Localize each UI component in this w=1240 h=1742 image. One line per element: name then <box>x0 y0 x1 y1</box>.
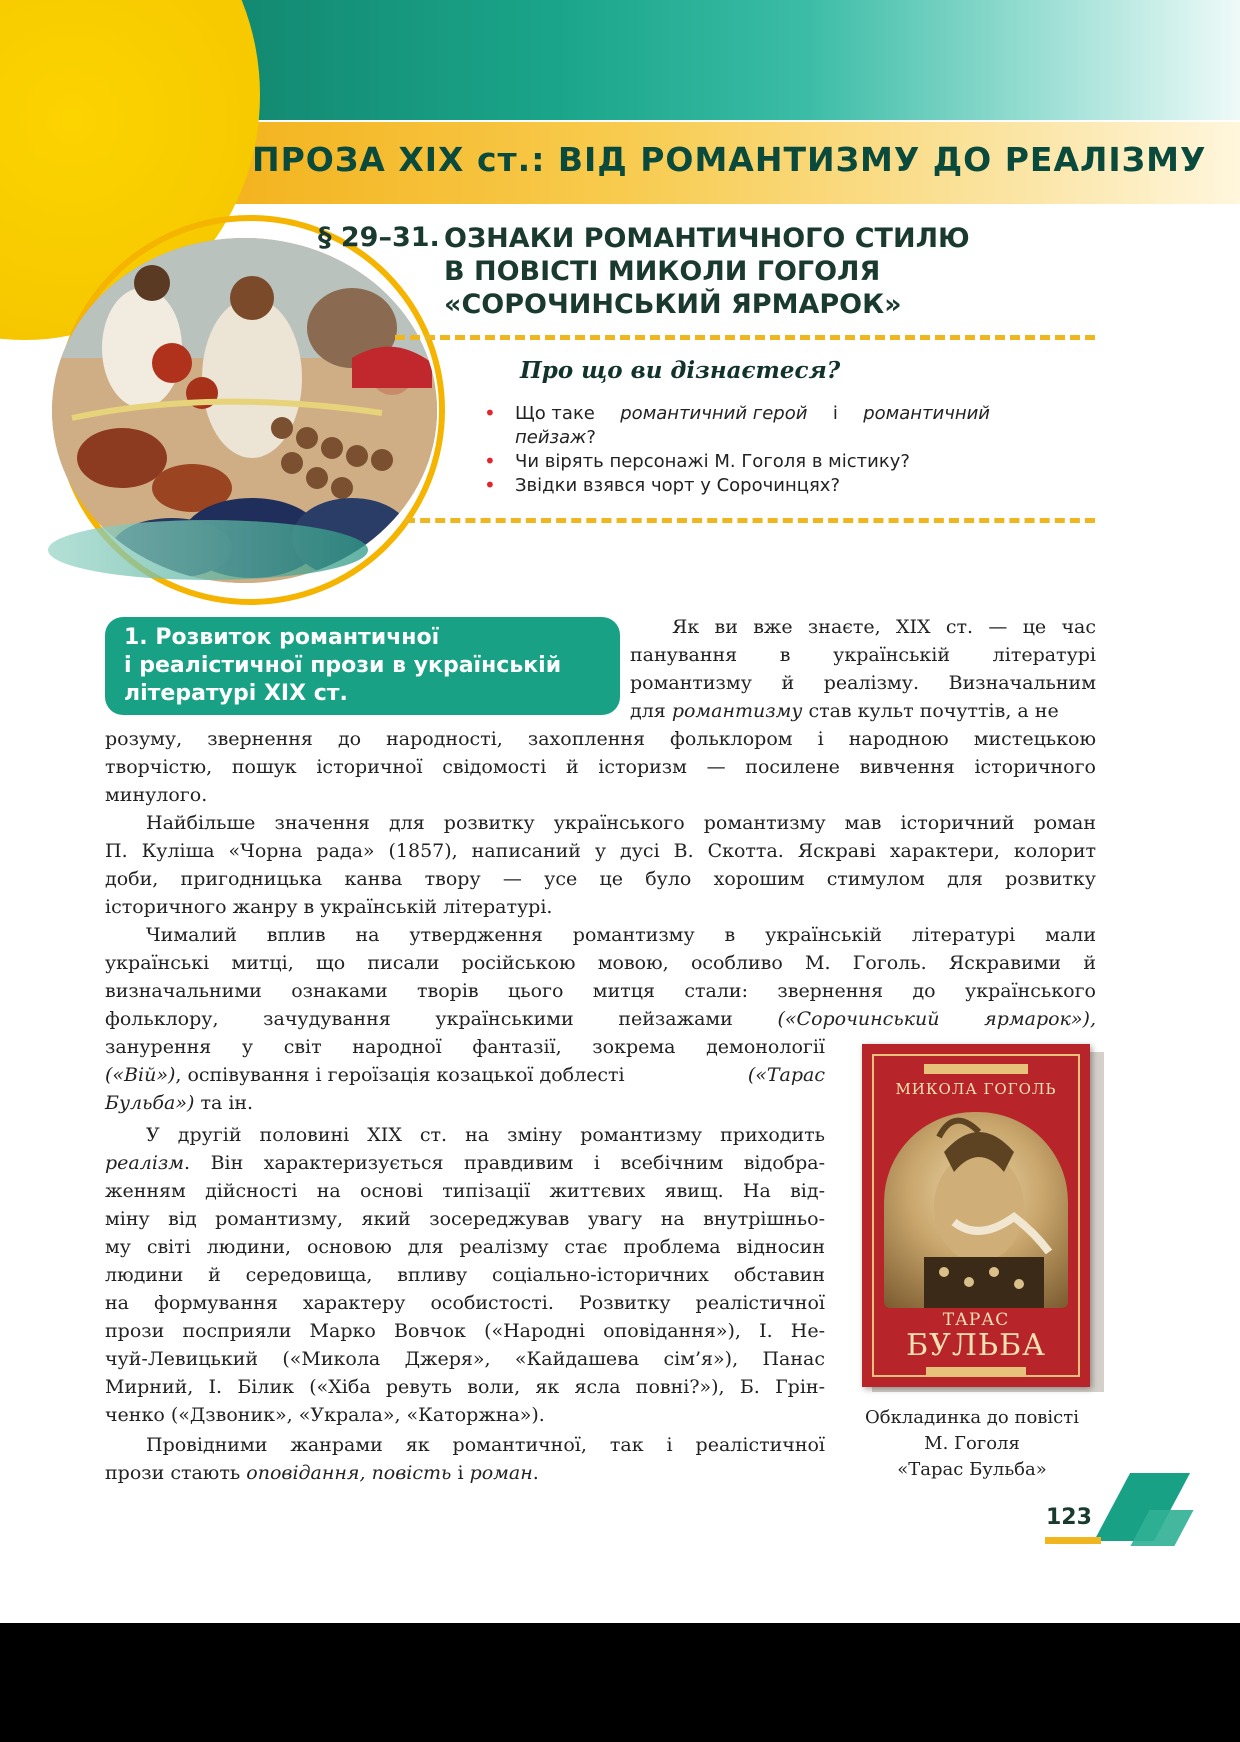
text-line: прози стають оповідання, повість і роман. <box>105 1462 539 1484</box>
text-line: реалізм. Він характеризується правдивим і всебічним відобра- <box>105 1152 825 1174</box>
book-cover-top-ribbon <box>924 1064 1028 1074</box>
section-title-line: ОЗНАКИ РОМАНТИЧНОГО СТИЛЮ <box>444 223 970 254</box>
text-line: людини й середовища, впливу соціально-історичних обставин <box>105 1264 825 1286</box>
book-cover-portrait <box>884 1112 1068 1308</box>
chapter-title: ПРОЗА XIX ст.: ВІД РОМАНТИЗМУ ДО РЕАЛІЗМУ <box>252 140 1207 179</box>
text-line: українські митці, що писали російською мовою, особливо М. Гоголь. Яскравими й <box>105 952 1096 974</box>
text-line: міну від романтизму, який зосереджував увагу на внутрішньо- <box>105 1208 825 1230</box>
section-number: § 29–31. <box>318 222 440 253</box>
illustration-green-arc <box>48 520 368 580</box>
book-cover-caption: Обкладинка до повісті М. Гоголя «Тарас Бульба» <box>865 1407 1079 1480</box>
text-line: («Вій»), оспівування і героїзація козацької доблесті («Тарас <box>105 1064 825 1086</box>
text-line: занурення у світ народної фантазії, зокрема демонології <box>105 1036 825 1058</box>
subsection-heading: 1. Розвиток романтичної і реалістичної прози в українській літературі XIX ст. <box>124 625 562 706</box>
learn-questions-list <box>484 401 992 498</box>
text-line: му світі людини, основою для реалізму стає проблема відносин <box>105 1236 825 1258</box>
text-line: Провідними жанрами як романтичної, так і реалістичної <box>146 1434 825 1456</box>
dashed-divider-bottom <box>405 518 1095 523</box>
learn-heading: Про що ви дізнаєтеся? <box>520 357 841 384</box>
text-line: Найбільше значення для розвитку українського романтизму мав історичний роман <box>146 812 1096 834</box>
bullet-icon: • <box>484 449 496 473</box>
text-line: У другій половині XIX ст. на зміну романтизму приходить <box>146 1124 825 1146</box>
text-line: творчістю, пошук історичної свідомості й історизм — посилене вивчення історичного <box>105 756 1096 778</box>
text-line: чуй-Левицький («Микола Джеря», «Кайдашева сім’я»), Панас <box>105 1348 825 1370</box>
text-line: ченко («Дзвоник», «Украла», «Каторжна»). <box>105 1404 545 1426</box>
section-title-line: «СОРОЧИНСЬКИЙ ЯРМАРОК» <box>444 289 902 320</box>
text-line: на формування характеру особистості. Розвитку реалістичної <box>105 1292 825 1314</box>
bottom-black-band <box>0 1623 1240 1742</box>
section-title <box>444 222 970 321</box>
book-cover-title-large: БУЛЬБА <box>906 1328 1046 1363</box>
text-line: панування в українській літературі <box>630 644 1096 666</box>
text-line: минулого. <box>105 784 208 806</box>
text-line: прози посприяли Марко Вовчок («Народні оповідання»), І. Не- <box>105 1320 825 1342</box>
text-line: романтизму й реалізму. Визначальним <box>630 672 1096 694</box>
text-line: Чималий вплив на утвердження романтизму в українській літературі мали <box>146 924 1096 946</box>
text-line: історичного жанру в українській літературі. <box>105 896 553 918</box>
text-line: Як ви вже знаєте, XIX ст. — це час <box>672 616 1096 638</box>
taras-bulba-portrait <box>884 1112 1068 1308</box>
text-line: розуму, звернення до народності, захоплення фольклором і народною мистецькою <box>105 728 1096 750</box>
list-item: • Звідки взявся чорт у Сорочинцях? <box>484 473 841 497</box>
dashed-divider-top <box>395 335 1095 340</box>
text-line: фольклору, зачудування українськими пейзажами («Сорочинський ярмарок»), <box>105 1008 1096 1030</box>
book-cover-title-small: ТАРАС <box>942 1310 1010 1330</box>
text-line: Мирний, І. Білик («Хіба ревуть воли, як ясла повні?»), Б. Грін- <box>105 1376 825 1398</box>
text-line: визначальними ознаками творів цього митця стали: звернення до українського <box>105 980 1096 1002</box>
section-title-line: В ПОВІСТІ МИКОЛИ ГОГОЛЯ <box>444 256 881 287</box>
page-number: 123 <box>1046 1505 1092 1530</box>
list-item: • Що таке романтичний герой і романтичний пейзаж? <box>484 401 990 448</box>
bullet-icon: • <box>484 473 496 497</box>
text-line: Бульба») та ін. <box>105 1092 254 1114</box>
page-number-underline <box>1045 1537 1101 1544</box>
book-cover-bottom-ribbon <box>926 1367 1026 1376</box>
list-item: • Чи вірять персонажі М. Гоголя в містику? <box>484 449 910 473</box>
text-line: для романтизму став культ почуттів, а не <box>630 700 1059 722</box>
book-cover-image <box>862 1044 1090 1387</box>
book-cover-author: МИКОЛА ГОГОЛЬ <box>895 1080 1057 1098</box>
bullet-icon: • <box>484 401 496 425</box>
text-line: женням дійсності на основі типізації життєвих явищ. На від- <box>105 1180 825 1202</box>
text-line: П. Куліша «Чорна рада» (1857), написаний у дусі В. Скотта. Яскраві характери, колорит <box>105 840 1096 862</box>
text-line: доби, пригодницька канва твору — усе це було хорошим стимулом для розвитку <box>105 868 1096 890</box>
